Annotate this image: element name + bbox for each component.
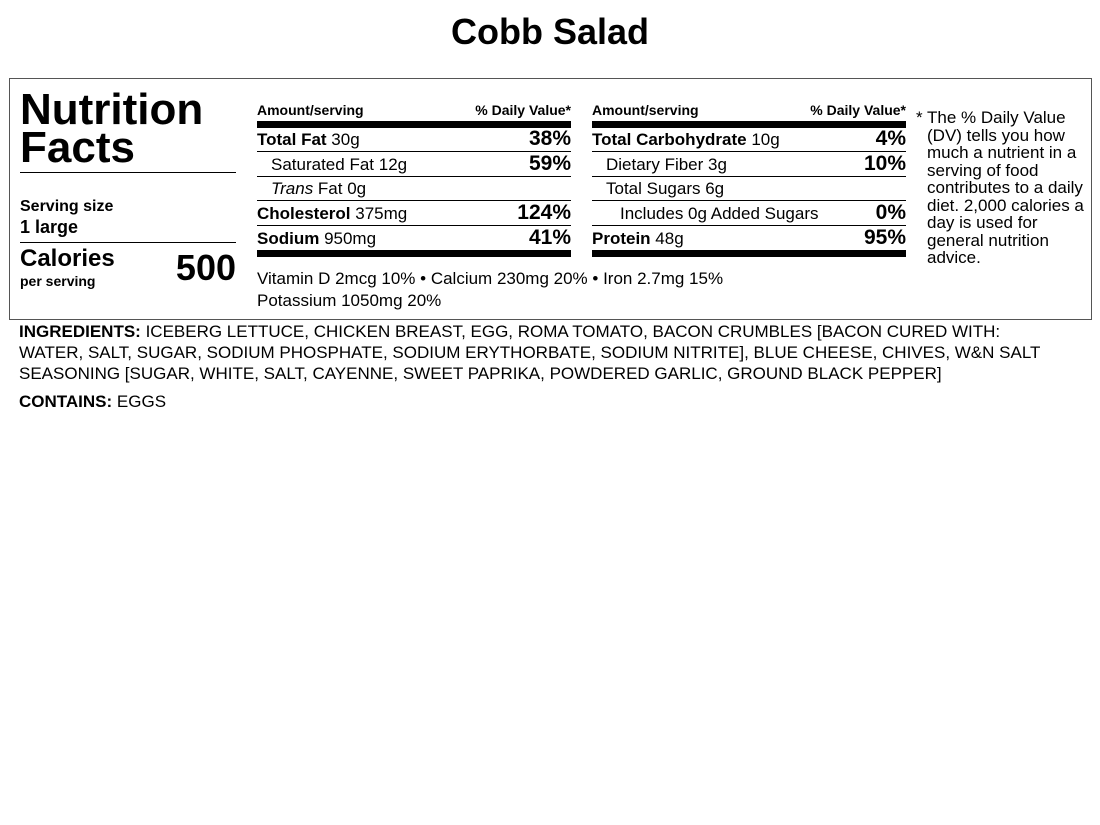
divider	[20, 172, 236, 173]
column-header	[257, 101, 571, 119]
allergen-statement	[19, 391, 166, 412]
nutrient-name: Protein	[592, 228, 651, 248]
nutrient-row-saturated-fat	[257, 152, 571, 176]
nutrient-name: Dietary Fiber	[606, 154, 704, 174]
nutrient-amount: 12g	[374, 154, 408, 174]
nutrient-row-total-sugars	[592, 177, 906, 201]
nutrient-name: Trans	[271, 179, 314, 199]
ingredients-label: INGREDIENTS:	[19, 322, 141, 341]
nutrition-facts-label	[9, 78, 1092, 320]
nutrient-name: Saturated Fat	[271, 154, 375, 174]
nutrient-row-cholesterol	[257, 201, 571, 225]
thick-divider	[592, 250, 906, 257]
thick-divider	[257, 250, 571, 257]
nutrient-row-total-carbohydrate	[592, 128, 906, 152]
serving-size-value: 1 large	[20, 217, 79, 237]
nutrient-row-trans-fat	[257, 177, 571, 201]
nutrient-amount: 950mg	[319, 228, 377, 248]
nutrient-column-1	[257, 101, 571, 257]
column-header	[592, 101, 906, 119]
nutrient-dv: 38%	[528, 127, 571, 151]
nutrient-name: Total Sugars	[606, 179, 701, 199]
nutrient-dv: 0%	[875, 200, 906, 224]
nutrient-row-total-fat	[257, 128, 571, 152]
thick-divider	[257, 121, 571, 128]
nutrient-name: Cholesterol	[257, 203, 351, 223]
nutrient-dv: 10%	[863, 151, 906, 175]
thick-divider	[592, 121, 906, 128]
ingredients-text: ICEBERG LETTUCE, CHICKEN BREAST, EGG, ROMA TOMATO, BACON CRUMBLES [BACON CURED WITH: WATER, SALT, SUGAR, SODIUM PHOSPHATE, SODIUM ERYTHORBATE, SODIUM NITRITE], BLUE CHEESE, CHIVES, W&N SALT SEASONING [SUGAR, WHITE, SALT, CAYENNE, SWEET PAPRIKA, POWDERED GARLIC, GROUND BLACK PEPPER]	[19, 322, 1041, 383]
nutrient-dv: 4%	[875, 127, 906, 151]
nutrient-name: Includes 0g Added Sugars	[620, 203, 819, 223]
divider	[20, 242, 236, 243]
nutrient-row-protein	[592, 226, 906, 250]
vitamins-line-1: Vitamin D 2mcg 10% • Calcium 230mg 20% • Iron 2.7mg 15%	[257, 269, 724, 288]
calories-label: Calories	[20, 245, 115, 272]
daily-value-header: % Daily Value*	[810, 102, 906, 118]
amount-serving-header: Amount/serving	[592, 102, 699, 118]
nutrient-name: Sodium	[257, 228, 320, 248]
per-serving-label: per serving	[20, 273, 96, 289]
vitamins-line-2: Potassium 1050mg 20%	[257, 290, 442, 310]
nutrient-amount: 10g	[746, 130, 780, 150]
footnote-text: The % Daily Value (DV) tells you how much a nutrient in a serving of food contributes to a daily diet. 2,000 calories a day is used for general nutrition advice.	[927, 108, 1084, 267]
nutrient-row-dietary-fiber	[592, 152, 906, 176]
nutrient-name: Total Fat	[257, 130, 327, 150]
daily-value-header: % Daily Value*	[475, 102, 571, 118]
page-title: Cobb Salad	[450, 11, 650, 52]
nutrient-amount: Fat 0g	[313, 179, 367, 199]
nutrient-amount: 6g	[700, 179, 725, 199]
nutrition-facts-heading: Nutrition Facts	[20, 85, 204, 172]
nutrient-amount: 30g	[326, 130, 360, 150]
nutrient-name: Total Carbohydrate	[592, 130, 747, 150]
nutrient-amount: 48g	[650, 228, 684, 248]
footnote-star: *	[916, 108, 923, 127]
contains-label: CONTAINS:	[19, 392, 113, 411]
nutrient-dv: 41%	[528, 225, 571, 249]
nutrient-amount: 375mg	[350, 203, 408, 223]
daily-value-footnote	[916, 109, 1086, 267]
nutrient-dv: 124%	[517, 200, 571, 224]
calories-value: 500	[175, 247, 236, 288]
nutrient-row-added-sugars	[592, 201, 906, 225]
amount-serving-header: Amount/serving	[257, 102, 364, 118]
nutrient-dv: 95%	[863, 225, 906, 249]
nutrient-column-2	[592, 101, 906, 257]
nutrient-row-sodium	[257, 226, 571, 250]
ingredients-statement	[19, 321, 1069, 384]
contains-text: EGGS	[112, 392, 167, 411]
serving-size-label: Serving size	[20, 198, 114, 215]
nutrient-dv: 59%	[528, 151, 571, 175]
vitamins-minerals	[257, 268, 777, 311]
nutrient-amount: 3g	[703, 154, 727, 174]
